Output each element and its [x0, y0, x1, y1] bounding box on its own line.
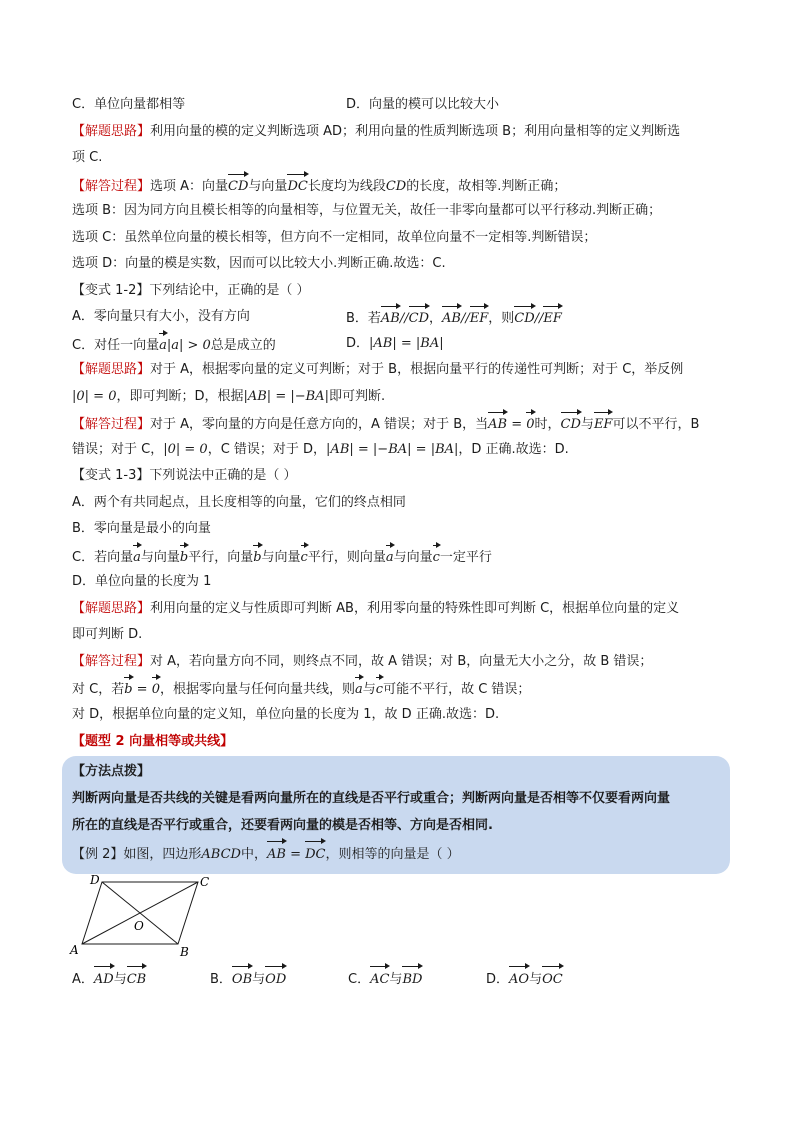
quad-abcd: ABCD [201, 847, 241, 862]
option-label: D． [486, 972, 510, 987]
abs-ab: |AB| [243, 388, 272, 404]
q12-options-ab [72, 304, 732, 331]
q13-option-c-text: 平行，则向量 [307, 549, 386, 565]
q11-idea-line1 [72, 119, 732, 146]
vector-dc: DC [305, 839, 325, 868]
example2-title-text: 中， [240, 847, 267, 862]
q13-option-b [72, 516, 732, 543]
abs-ba: |BA| [430, 441, 459, 457]
q12-idea-line2 [72, 384, 732, 411]
vector-ad: AD [94, 964, 114, 994]
vector-ao: AO [509, 964, 529, 994]
parallel-symbol: // [534, 311, 544, 326]
q12-idea-line1 [72, 357, 732, 384]
equals-symbol: = [411, 441, 431, 457]
label-o: O [134, 919, 144, 933]
vector-b: b [253, 543, 261, 572]
vector-a: a [355, 675, 363, 704]
q13-proc-text: 可能不平行，故 C 错误； [383, 682, 531, 697]
q13-option-c-text: 与向量 [393, 549, 433, 565]
equals-symbol: = [285, 847, 306, 862]
vector-cb: CB [127, 964, 147, 994]
q11-proc-text: 选项 A：向量 [150, 178, 229, 194]
q11-proc-text: 的长度，故相等.判断正确； [406, 178, 567, 194]
vector-od: OD [265, 964, 286, 994]
q13-proc-line2 [72, 675, 732, 702]
abs-ab: |AB| [326, 441, 354, 457]
q13-option-c-text: 一定平行 [439, 549, 492, 565]
q12-proc-line1 [72, 410, 732, 437]
section-title: 【题型 2 向量相等或共线】 [72, 734, 234, 749]
parallelogram-figure [64, 874, 732, 964]
q13-option-b-text: B．零向量是最小的向量 [72, 521, 211, 536]
q13-title-text: 【变式 1-3】下列说法中正确的是（ ） [72, 468, 297, 483]
abs-neg-ba: |−BA| [290, 388, 329, 404]
q13-option-d [72, 569, 732, 596]
vector-ob: OB [232, 964, 252, 994]
q12-proc-tag: 【解答过程】 [72, 417, 151, 432]
q12-idea-text: 即可判断. [328, 388, 386, 404]
q12-option-b [346, 304, 562, 333]
q12-options-cd [72, 331, 732, 358]
q11-options-cd [72, 92, 732, 119]
q12-proc-text: 可以不平行，B [612, 417, 700, 432]
abs-ab: |AB| [369, 335, 397, 351]
q12-proc-line2 [72, 437, 732, 464]
q12-title [72, 278, 732, 305]
q12-title-text: 【变式 1-2】下列结论中，正确的是（ ） [72, 282, 310, 298]
q13-option-a [72, 490, 732, 517]
q12-option-d-text: D． [346, 335, 370, 351]
q13-title [72, 463, 732, 490]
conj-text: 与 [529, 972, 543, 987]
q11-option-c: C．单位向量都相等 [72, 97, 186, 112]
q12-proc-text: 对于 A，零向量的方向是任意方向的，A 错误；对于 B，当 [150, 417, 489, 432]
q11-idea-text2: 项 C. [72, 150, 103, 165]
vector-c: c [433, 543, 440, 572]
example2-option-c [348, 964, 422, 994]
q11-idea-line2 [72, 145, 732, 172]
abs-zero-eq-zero: |0| = 0 [163, 441, 208, 457]
q13-proc-text: ，根据零向量与任何向量共线，则 [160, 682, 356, 697]
q12-option-c [72, 338, 276, 353]
zero-vector: 0 [526, 410, 534, 439]
method-line2: 所在的直线是否平行或重合，还要看两向量的模是否相等、方向是否相同. [72, 818, 493, 833]
q12-option-b-text: ， [429, 311, 443, 326]
q11-proc-text: 选项 B：因为同方向且模长相等的向量相等，与位置无关，故任一非零向量都可以平行移动.判断正确； [72, 203, 662, 218]
q11-proc-line2 [72, 198, 732, 225]
q13-option-c-text: 与向量 [261, 549, 301, 565]
option-label: C． [348, 972, 371, 987]
label-a: A [70, 943, 79, 957]
example2-title-text: 【例 2】如图，四边形 [72, 847, 202, 862]
vector-a: a [159, 331, 167, 360]
document-page [72, 92, 732, 992]
q12-proc-text: ，D 正确.故选：D. [458, 441, 569, 457]
vector-b: b [124, 675, 132, 704]
vector-a: a [133, 543, 141, 572]
parallel-symbol: // [460, 311, 470, 326]
vector-ab: AB [488, 410, 507, 439]
q11-idea-tag: 【解题思路】 [72, 123, 151, 139]
zero-vector: 0 [152, 675, 160, 704]
option-label: B． [210, 972, 232, 987]
parallelogram-diagram [64, 874, 214, 964]
label-b: B [180, 945, 189, 959]
q13-proc-text: 对 A，若向量方向不同，则终点不同，故 A 错误；对 B，向量无大小之分，故 B 错误； [150, 653, 653, 669]
vector-b: b [180, 543, 188, 572]
q13-idea-tag: 【解题思路】 [72, 600, 151, 616]
q12-option-a: A．零向量只有大小，没有方向 [72, 309, 250, 324]
q12-option-b-text: ，则 [488, 311, 515, 326]
vector-cd: CD [409, 304, 429, 333]
vector-bd: BD [402, 964, 422, 994]
vector-ab: AB [267, 839, 286, 868]
abs-ba: |BA| [415, 335, 444, 351]
vector-oc: OC [542, 964, 563, 994]
vector-dc: DC [287, 172, 307, 201]
example2-options [72, 964, 732, 992]
equals-symbol: = [132, 682, 152, 697]
abs-zero-eq-zero: |0| = 0 [72, 388, 117, 404]
equals-symbol: = [353, 441, 373, 457]
vector-c: c [376, 675, 383, 704]
q12-idea-text: ，即可判断；D，根据 [116, 388, 244, 404]
example2-option-d [486, 964, 563, 994]
q12-option-c-text: C．对任一向量 [72, 337, 160, 353]
q11-option-d: D．向量的模可以比较大小 [346, 97, 500, 112]
vector-a: a [386, 543, 394, 572]
q11-proc-text: 与向量 [248, 178, 288, 194]
q13-option-d-text: D．单位向量的长度为 1 [72, 574, 212, 589]
vector-ab: AB [442, 304, 461, 333]
equals-symbol: = [271, 388, 291, 404]
q13-idea-text: 利用向量的定义与性质即可判断 AB，利用零向量的特殊性即可判断 C，根据单位向量的定义 [150, 600, 680, 616]
q12-idea-text: 对于 A，根据零向量的定义可判断；对于 B，根据向量平行的传递性可判断；对于 C，举反例 [150, 362, 684, 377]
vector-ac: AC [370, 964, 389, 994]
q13-proc-text: 对 D，根据单位向量的定义知，单位向量的长度为 1，故 D 正确.故选：D. [72, 706, 500, 722]
q13-proc-text: 与 [362, 682, 376, 697]
abs-a-gt-0: |a| > 0 [166, 337, 211, 353]
q13-proc-tag: 【解答过程】 [72, 653, 151, 669]
example2-title-text: ，则相等的向量是（ ） [325, 847, 460, 862]
q11-proc-line1 [72, 172, 732, 199]
vector-ef: EF [543, 304, 562, 333]
vector-ab: AB [381, 304, 400, 333]
q11-proc-line4 [72, 251, 732, 278]
equals-symbol: = [507, 417, 527, 432]
q11-idea-text1: 利用向量的模的定义判断选项 AD；利用向量的性质判断选项 B；利用向量相等的定义判断选 [150, 123, 681, 139]
q12-proc-text: ，C 错误；对于 D， [207, 441, 327, 457]
vector-cd: CD [561, 410, 581, 439]
example2-option-a [72, 964, 146, 994]
label-d: D [90, 874, 100, 887]
conj-text: 与 [389, 972, 403, 987]
q12-proc-text: 错误；对于 C， [72, 441, 164, 457]
q13-proc-line1 [72, 649, 732, 676]
option-label: A． [72, 972, 94, 987]
q13-proc-line3 [72, 702, 732, 729]
q11-proc-tag: 【解答过程】 [72, 178, 151, 194]
vector-c: c [301, 543, 308, 572]
q13-option-c-text: 与向量 [140, 549, 180, 565]
method-box [62, 756, 730, 874]
q13-option-a-text: A．两个有共同起点，且长度相等的向量，它们的终点相同 [72, 494, 406, 510]
equals-symbol: = [396, 335, 416, 351]
method-title: 【方法点拨】 [72, 764, 151, 779]
segment-cd: CD [385, 178, 407, 194]
q13-option-c [72, 543, 732, 570]
q11-proc-text: 选项 D：向量的模是实数，因而可以比较大小.判断正确.故选：C. [72, 256, 446, 271]
q13-option-c-text: C．若向量 [72, 549, 134, 565]
diagonal-bd [102, 882, 178, 944]
q13-idea-line1 [72, 596, 732, 623]
q12-idea-tag: 【解题思路】 [72, 362, 151, 377]
abs-neg-ba: |−BA| [372, 441, 412, 457]
q12-proc-text: 时， [534, 417, 561, 432]
q13-idea-line2 [72, 622, 732, 649]
parallel-symbol: // [399, 311, 409, 326]
q13-option-c-text: 平行，向量 [188, 549, 254, 565]
q11-proc-text: 长度均为线段 [307, 178, 386, 194]
q12-proc-text: 与 [580, 417, 594, 432]
vector-cd: CD [228, 172, 248, 201]
vector-ef: EF [594, 410, 613, 439]
q13-proc-text: 对 C，若 [72, 682, 125, 697]
q11-proc-text: 选项 C：虽然单位向量的模长相等，但方向不一定相同，故单位向量不一定相等.判断错误； [72, 229, 597, 245]
method-line1: 判断两向量是否共线的关键是看两向量所在的直线是否平行或重合；判断两向量是否相等不仅要看两向量 [72, 791, 671, 806]
conj-text: 与 [113, 972, 127, 987]
q11-proc-line3 [72, 225, 732, 252]
q13-idea-text: 即可判断 D. [72, 627, 143, 642]
q12-option-d [346, 331, 444, 358]
example2-title [72, 839, 720, 866]
vector-cd: CD [514, 304, 534, 333]
q12-option-c-text: 总是成立的 [210, 337, 276, 353]
label-c: C [200, 875, 210, 889]
example2-option-b [210, 964, 286, 994]
conj-text: 与 [252, 972, 266, 987]
q12-option-b-text: B．若 [346, 311, 381, 326]
vector-ef: EF [470, 304, 489, 333]
